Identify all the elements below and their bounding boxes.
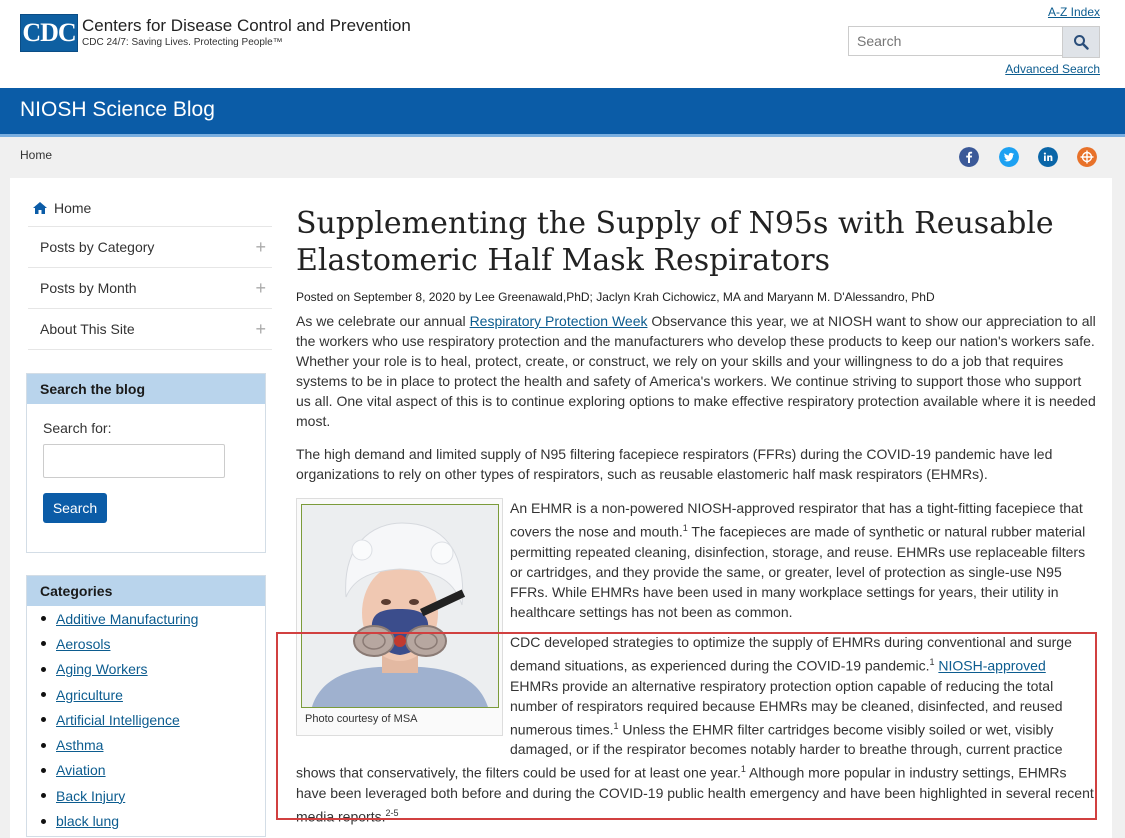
org-tagline: CDC 24/7: Saving Lives. Protecting People™ (82, 37, 283, 48)
bullet-icon (41, 768, 46, 773)
category-item (27, 682, 265, 707)
facebook-icon[interactable] (959, 147, 979, 167)
bullet-icon (41, 793, 46, 798)
category-item (27, 707, 265, 732)
category-link[interactable]: Asthma (56, 737, 104, 754)
az-index-link[interactable]: A-Z Index (1047, 5, 1100, 19)
category-link[interactable]: Agriculture (56, 686, 123, 703)
sidebar-item-label: Posts by Month (40, 280, 137, 296)
bullet-icon (41, 692, 46, 697)
advanced-search-link[interactable]: Advanced Search (1005, 62, 1100, 76)
site-search (848, 26, 1100, 56)
footnote-ref[interactable]: 1 (929, 657, 935, 667)
search-for-label: Search for: (43, 420, 112, 436)
expand-plus-icon[interactable]: + (255, 278, 266, 298)
respiratory-protection-week-link[interactable]: Respiratory Protection Week (469, 313, 648, 329)
site-header (0, 0, 1125, 88)
text: Observance this year, we at NIOSH want to show our appreciation to all the workers who use respiratory protection and the manufacturers who develop these products to keep our nation's workers safe. Whether your role is to heal, protect, create, or construct, we rely on your skills and your willingness to do a job that requires systems to be in place to protect the health and safety of America's workers. We continue striving to support those who support us all. One vital aspect of this is to continue exploring options to make effective respiratory protection available where it is needed most. (296, 313, 1096, 429)
sidebar-item-posts-by-month[interactable] (28, 268, 272, 309)
sidebar-item-home[interactable] (28, 190, 272, 227)
footnote-ref[interactable]: 1 (682, 523, 688, 533)
paragraph-demand: The high demand and limited supply of N95 filtering facepiece respirators (FFRs) during the COVID-19 pandemic have led organizations to rely on other types of respirators, such as reusable elastomeric half mask respirators (EHMRs). (296, 446, 1053, 482)
categories-box (26, 575, 266, 837)
sidebar-nav (28, 190, 272, 350)
category-list (27, 606, 265, 834)
bullet-icon (41, 819, 46, 824)
category-link[interactable]: black lung (56, 813, 120, 830)
org-name[interactable]: Centers for Disease Control and Prevention (82, 16, 411, 35)
footnote-ref[interactable]: 1 (613, 720, 619, 731)
category-link[interactable]: Aviation (56, 762, 106, 779)
sidebar-item-label: About This Site (40, 321, 135, 337)
sidebar-item-about[interactable] (28, 309, 272, 350)
sidebar-item-posts-by-category[interactable] (28, 227, 272, 268)
category-item (27, 606, 265, 631)
post-date: September 8, 2020 (353, 290, 456, 304)
paragraph-intro (296, 311, 1096, 431)
category-item (27, 808, 265, 833)
footnote-ref[interactable]: 1 (740, 764, 746, 775)
post-authors: by Lee Greenawald,PhD; Jaclyn Krah Cichowicz, MA and Maryann M. D'Alessandro, PhD (455, 290, 935, 304)
sidebar-item-label: Home (54, 200, 92, 216)
breadcrumb[interactable]: Home (20, 148, 53, 162)
bullet-icon (41, 667, 46, 672)
paragraph-cdc-wrapper (296, 632, 1094, 827)
text: As we celebrate our annual (296, 313, 470, 329)
bullet-icon (41, 743, 46, 748)
text: Unless the EHMR filter cartridges become visibly soiled or wet, visibly damaged, or if the respirator becomes notably harder to breathe through, current practice shows that conservatively, the filters could be used for at least one year. (296, 721, 1063, 781)
blog-search-button[interactable]: Search (43, 493, 107, 523)
linkedin-icon[interactable] (1038, 147, 1058, 167)
float-spacer (296, 632, 510, 740)
bullet-icon (41, 616, 46, 621)
site-search-input[interactable] (848, 26, 1065, 56)
home-icon (32, 201, 48, 215)
category-link[interactable]: Aerosols (56, 635, 111, 652)
footnote-ref[interactable]: 2-5 (385, 807, 399, 818)
expand-plus-icon[interactable]: + (255, 319, 266, 339)
figure-caption: Photo courtesy of MSA (305, 713, 418, 725)
category-item (27, 732, 265, 757)
syndicate-icon[interactable] (1077, 147, 1097, 167)
blog-search-box (26, 373, 266, 553)
cdc-logo[interactable]: CDC (20, 14, 78, 52)
blog-title[interactable]: NIOSH Science Blog (20, 98, 215, 121)
bullet-icon (41, 641, 46, 646)
byline-prefix: Posted on (296, 290, 354, 304)
sidebar-item-label: Posts by Category (40, 239, 155, 255)
text: The facepieces are made of synthetic or natural rubber material permitting repeated cleaning, disinfection, storage, and reuse. EHMRs use replaceable filters or cartridges, and they provide the same, or greater, level of protection as single-use N95 FFRs. While EHMRs have been used in many workplace settings for years, their utility in healthcare settings has not been as common. (510, 523, 1086, 620)
niosh-approved-link[interactable]: NIOSH-approved (938, 657, 1046, 674)
article-byline (296, 290, 935, 304)
twitter-icon[interactable] (999, 147, 1019, 167)
expand-plus-icon[interactable]: + (255, 237, 266, 257)
category-item (27, 657, 265, 682)
text: EHMRs provide an alternative respiratory protection option capable of reducing the total number of respirators required because EHMRs may be cleaned, disinfected, and reused numerous times. (510, 677, 1063, 738)
categories-heading: Categories (27, 576, 265, 606)
article-title: Supplementing the Supply of N95s with Reusable Elastomeric Half Mask Respirators (296, 206, 1054, 278)
bullet-icon (41, 717, 46, 722)
text: An EHMR is a non-powered NIOSH-approved respirator that has a tight-fitting facepiece that covers the nose and mouth. (510, 500, 1083, 540)
category-link[interactable]: Artificial Intelligence (56, 711, 180, 728)
category-item (27, 758, 265, 783)
text: Although more popular in industry settings, EHMRs have been leveraged both before and during the COVID-19 public health emergency and have been highlighted in several recent media reports. (296, 764, 1094, 825)
blog-search-heading: Search the blog (27, 374, 265, 404)
category-link[interactable]: Back Injury (56, 787, 126, 804)
search-icon (1073, 34, 1089, 50)
category-link[interactable]: Aging Workers (56, 661, 148, 678)
site-search-button[interactable] (1062, 26, 1100, 58)
category-item (27, 783, 265, 808)
blog-search-input[interactable] (43, 444, 225, 478)
category-item (27, 631, 265, 656)
blog-banner (0, 88, 1125, 137)
text: CDC developed strategies to optimize the supply of EHMRs during conventional and surge demand situations, as experienced during the COVID-19 pandemic. (510, 634, 1072, 674)
paragraph-ehmr (510, 498, 1096, 622)
category-link[interactable]: Additive Manufacturing (56, 610, 199, 627)
